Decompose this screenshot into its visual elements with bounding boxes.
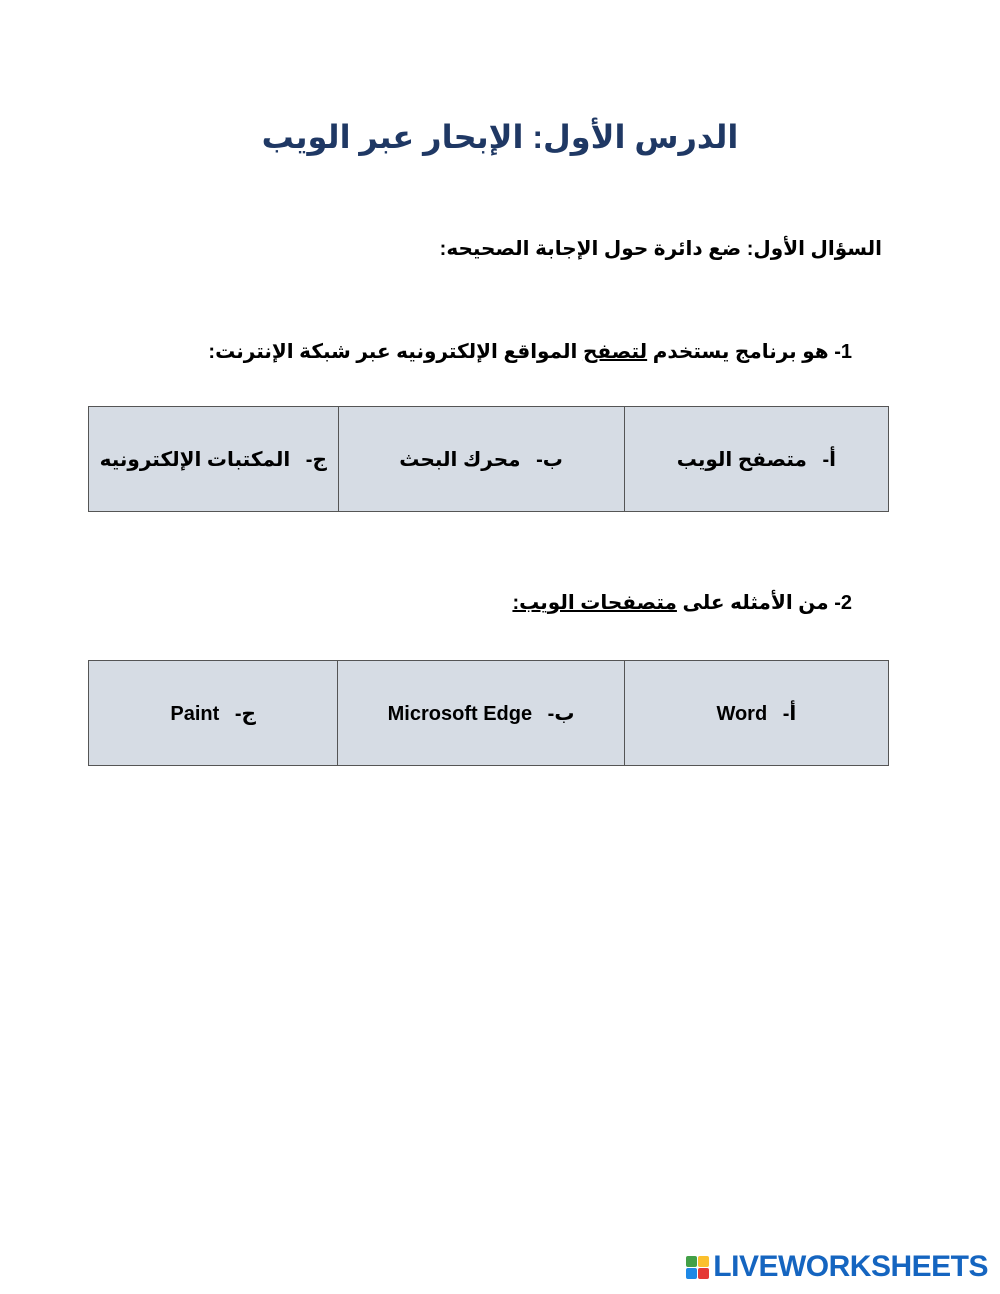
option-letter: ب- [547, 702, 575, 725]
option-b[interactable] [338, 661, 624, 766]
question-2-options [88, 660, 889, 766]
option-a[interactable] [624, 407, 888, 512]
option-letter: ج- [234, 702, 256, 725]
question-1-number: 1- [834, 341, 852, 363]
option-letter: أ- [782, 702, 797, 725]
question-1-text-before: هو برنامج يستخدم [652, 341, 829, 363]
option-text: Word [716, 702, 768, 725]
question-1-underlined: لتصفح [582, 341, 648, 363]
option-a[interactable] [624, 661, 888, 766]
question-2 [512, 590, 852, 615]
logo-tile [686, 1256, 697, 1267]
option-text: محرك البحث [399, 448, 521, 471]
question-2-text-before: من الأمثله على [682, 592, 829, 614]
question-2-underlined: متصفحات الويب: [512, 592, 677, 614]
option-letter: ب- [536, 448, 563, 471]
question-2-number: 2- [834, 592, 852, 614]
option-text: Paint [170, 702, 220, 725]
option-text: متصفح الويب [676, 448, 807, 471]
question-1-text-after: المواقع الإلكترونيه عبر شبكة الإنترنت: [208, 341, 578, 363]
liveworksheets-logo-icon [686, 1256, 709, 1279]
option-text: Microsoft Edge [387, 702, 533, 725]
option-b[interactable] [338, 407, 624, 512]
option-letter: ج- [305, 448, 327, 471]
option-c[interactable] [89, 661, 338, 766]
liveworksheets-logo-text: LIVEWORKSHEETS [713, 1250, 988, 1283]
logo-tile [698, 1256, 709, 1267]
liveworksheets-logo [686, 1252, 988, 1282]
option-text: المكتبات الإلكترونيه [99, 448, 291, 471]
logo-tile [698, 1268, 709, 1279]
instruction-text: السؤال الأول: ضع دائرة حول الإجابة الصحيحه: [439, 238, 882, 260]
option-c[interactable] [89, 407, 339, 512]
question-1 [208, 339, 852, 364]
lesson-title: الدرس الأول: الإبحار عبر الويب [261, 119, 739, 155]
option-letter: أ- [822, 448, 836, 471]
question-1-options [88, 406, 889, 512]
logo-tile [686, 1268, 697, 1279]
